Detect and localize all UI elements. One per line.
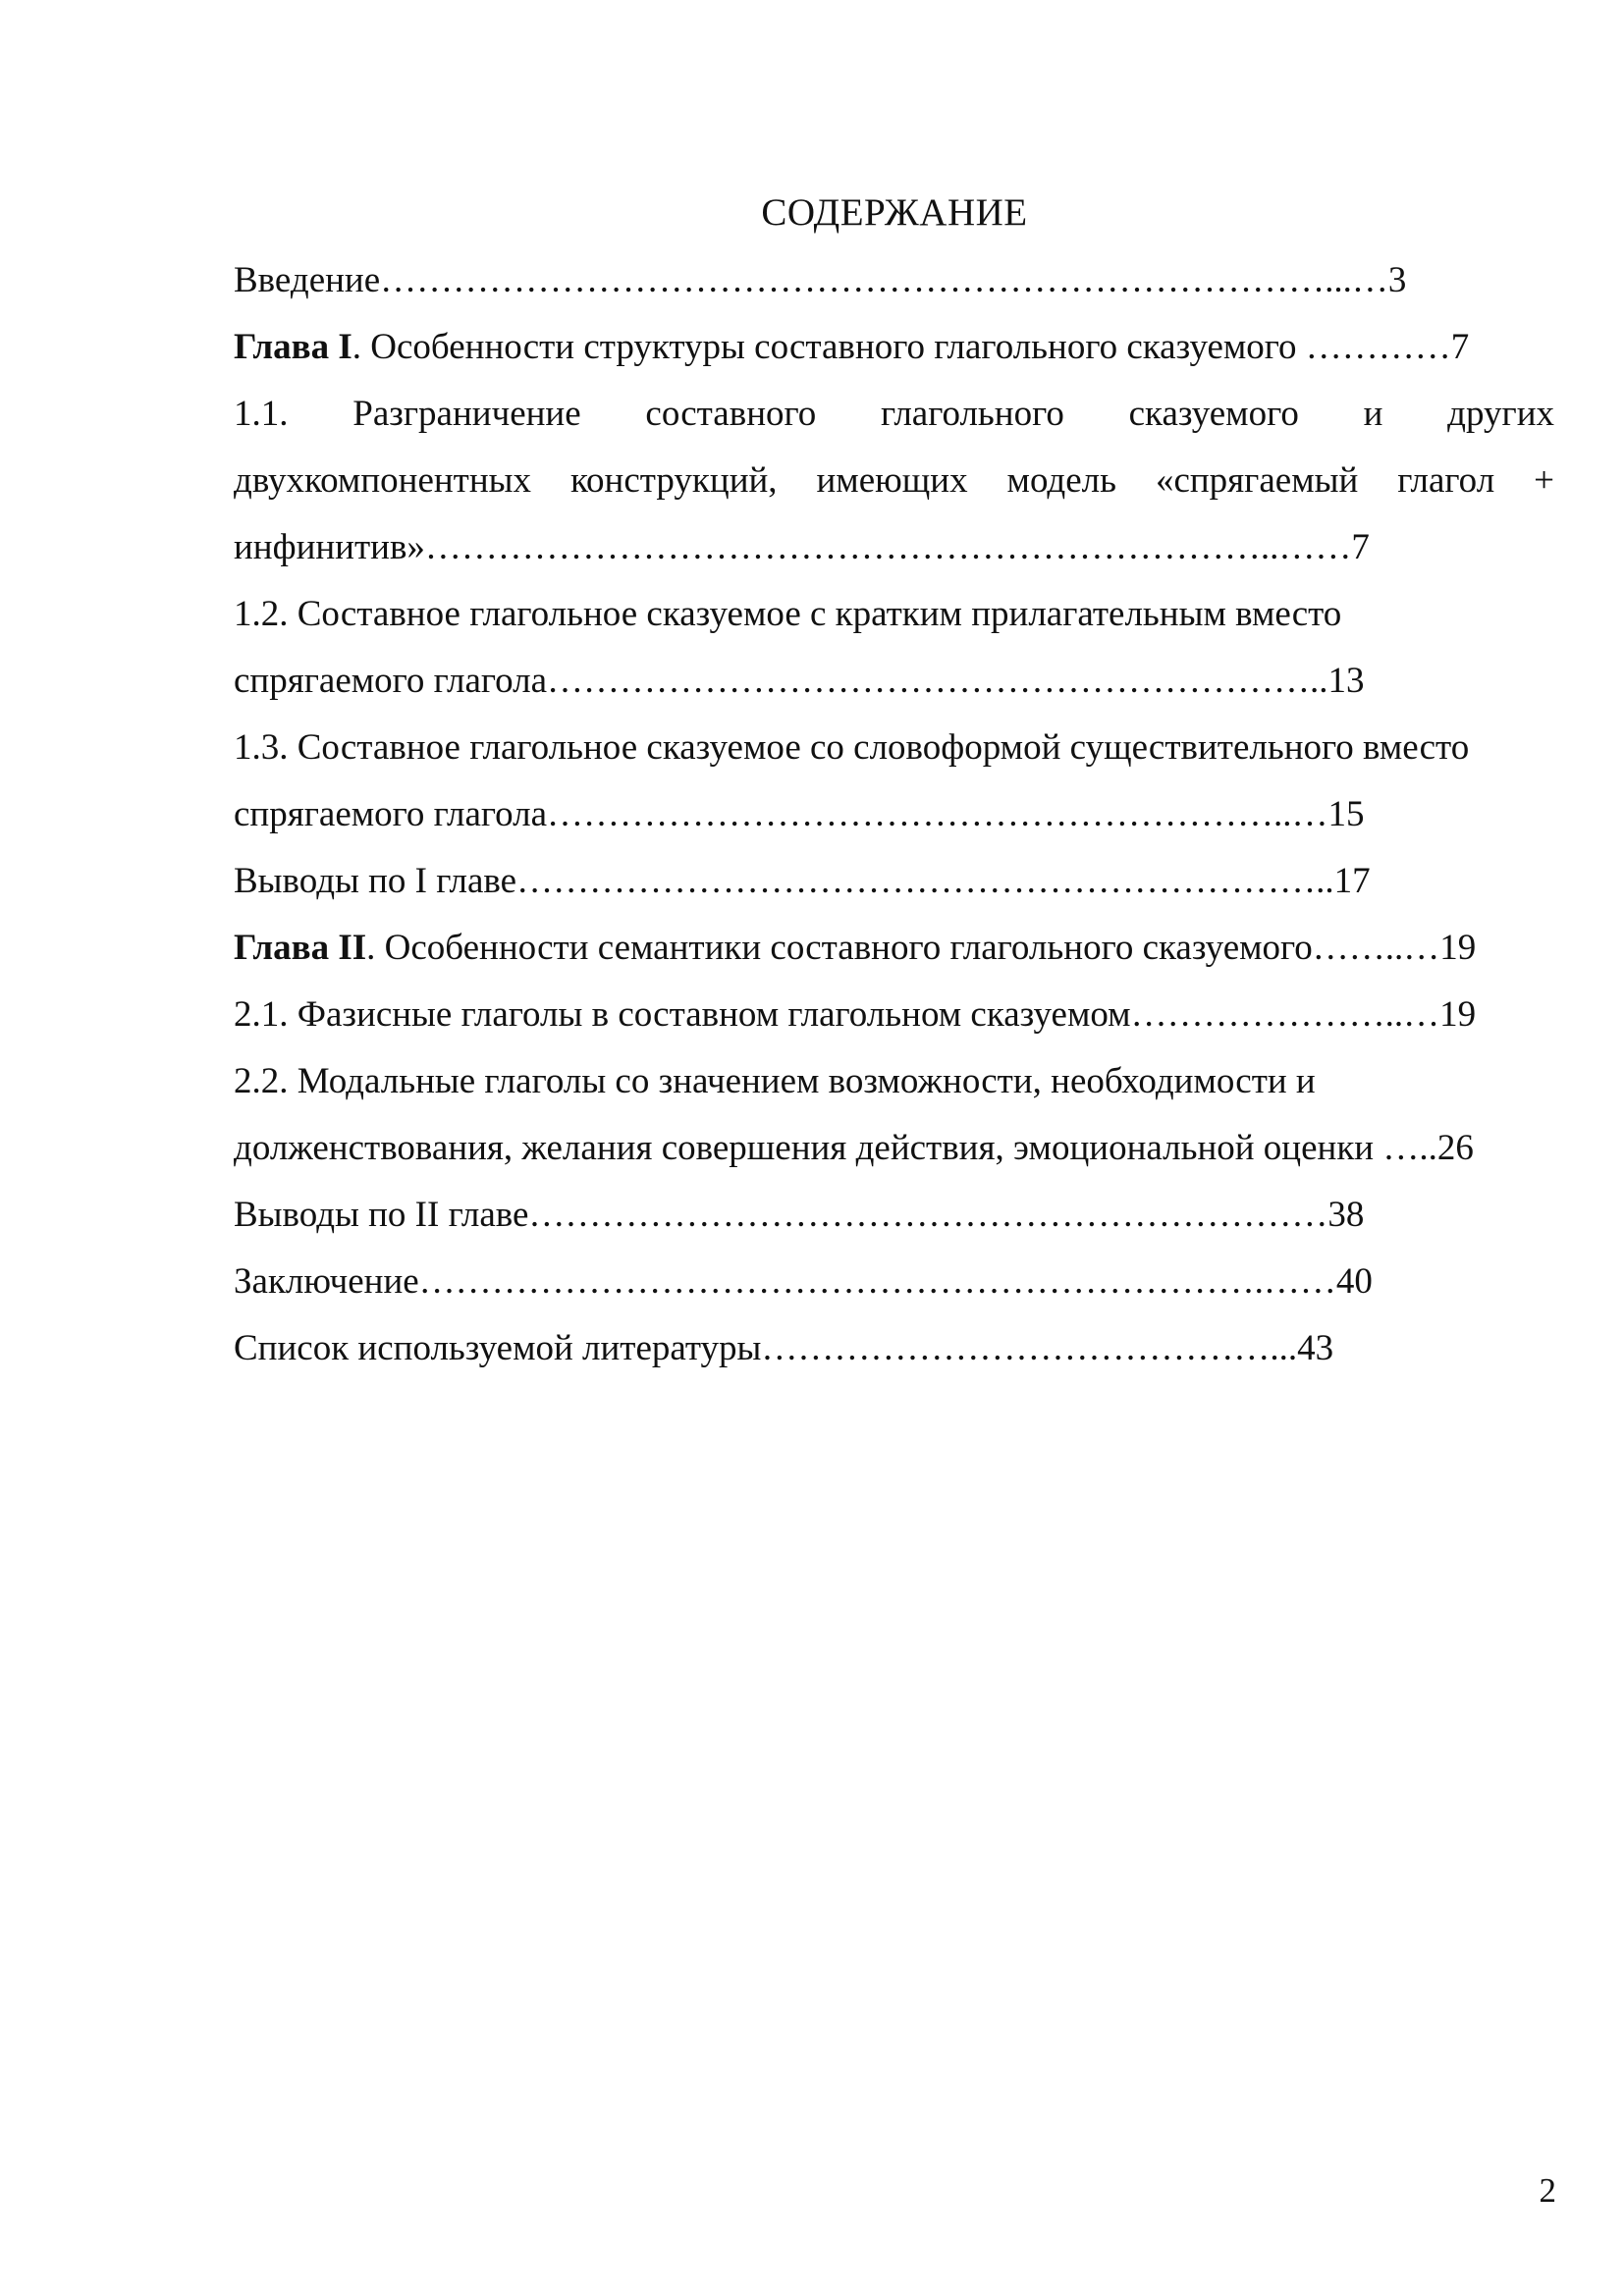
toc-entry-text: Введение……………………………………………………………………...…3	[234, 260, 1407, 300]
toc-chapter-label: Глава I	[234, 327, 352, 367]
toc-entry-text: 2.1. Фазисные глаголы в составном глагольном сказуемом…………………..…19	[234, 994, 1477, 1035]
toc-entry-conclusions-2	[234, 1192, 1554, 1239]
toc-entry-text: 2.2. Модальные глаголы со значением возможности, необходимости и	[234, 1061, 1316, 1101]
toc-entry-2-2-line-2	[234, 1125, 1554, 1172]
toc-entry-chapter-2	[234, 925, 1554, 972]
toc-entry-1-1-line-3	[234, 524, 1554, 571]
toc-entry-1-3-line-2	[234, 791, 1554, 838]
page-number: 2	[1539, 2171, 1556, 2210]
toc-entry-text: Список используемой литературы……………………………………...43	[234, 1328, 1334, 1368]
toc-entry-text: спрягаемого глагола……………………………………………………..…15	[234, 794, 1365, 834]
toc-entry-1-2-line-1	[234, 591, 1554, 638]
toc-entry-2-1	[234, 991, 1554, 1039]
toc-entry-text: Заключение…………………………………………………………….……40	[234, 1261, 1373, 1302]
toc-entry-text: 1.2. Составное глагольное сказуемое с кратким прилагательным вместо	[234, 594, 1342, 634]
toc-entry-bibliography	[234, 1325, 1554, 1372]
toc-entry-introduction	[234, 257, 1554, 304]
toc-entry-text: спрягаемого глагола………………………………………………………..13	[234, 661, 1365, 701]
toc-entry-text: 1.3. Составное глагольное сказуемое со словоформой существительного вместо	[234, 727, 1470, 768]
toc-entry-1-1-line-1	[234, 391, 1554, 438]
toc-entry-conclusions-1	[234, 858, 1554, 905]
toc-entry-1-2-line-2	[234, 658, 1554, 705]
toc-entry-1-3-line-1	[234, 724, 1554, 772]
toc-entry-text: Выводы по I главе…………………………………………………………..17	[234, 861, 1371, 901]
toc-entry-text: долженствования, желания совершения действия, эмоциональной оценки …..26	[234, 1128, 1474, 1168]
toc-entry-2-2-line-1	[234, 1058, 1554, 1105]
toc-title: СОДЕРЖАНИЕ	[761, 191, 1028, 234]
toc-entry-text: инфинитив»……………………………………………………………..……7	[234, 527, 1370, 567]
toc-entry-1-1-line-2	[234, 457, 1554, 505]
toc-entry-text: . Особенности структуры составного глагольного сказуемого …………7	[352, 327, 1470, 367]
toc-entry-text: . Особенности семантики составного глагольного сказуемого……..…19	[366, 928, 1477, 968]
toc-entry-text: двухкомпонентных конструкций, имеющих модель «спрягаемый глагол +	[234, 460, 1554, 501]
toc-entry-conclusion	[234, 1258, 1554, 1306]
toc-entry-chapter-1	[234, 324, 1554, 371]
toc-entry-text: 1.1. Разграничение составного глагольного сказуемого и других	[234, 394, 1554, 434]
toc-entry-text: Выводы по II главе…………………………………………………………38	[234, 1195, 1365, 1235]
toc-chapter-label: Глава II	[234, 928, 367, 968]
